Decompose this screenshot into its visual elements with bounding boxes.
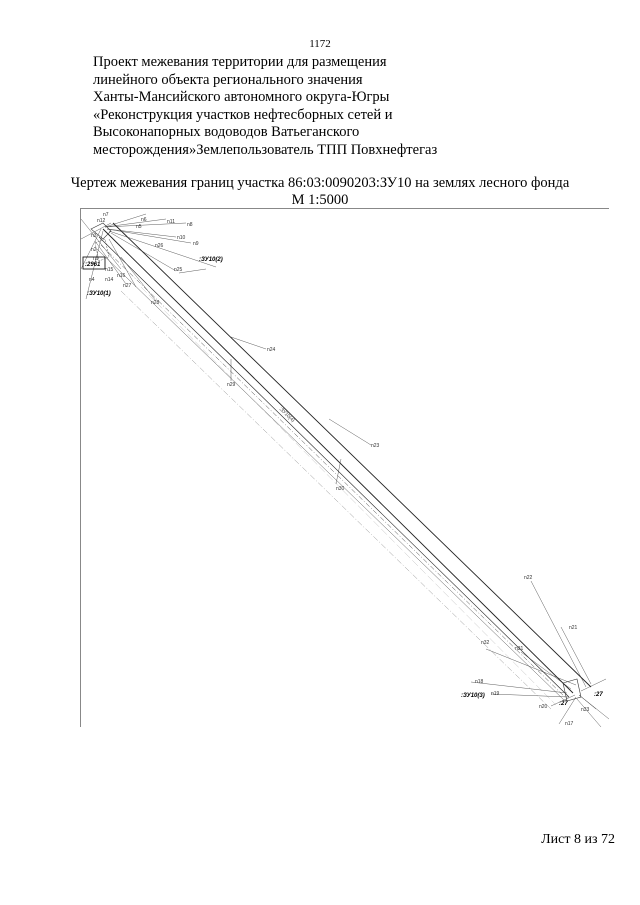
map-label: n31 <box>515 646 524 652</box>
project-title-line: «Реконструкция участков нефтесборных сетей и <box>93 106 393 123</box>
map-label: n11 <box>167 219 175 225</box>
corridor-strip <box>97 223 591 701</box>
map-label: n20 <box>539 704 548 710</box>
project-title-line: Ханты-Мансийского автономного округа-Югры <box>93 89 390 105</box>
project-title <box>93 54 437 159</box>
parcel-label: :27 <box>559 701 568 707</box>
map-label: n32 <box>481 640 490 646</box>
drawing-scale: М 1:5000 <box>291 192 349 208</box>
parcel-label: :ЗУ10(3) <box>461 693 485 699</box>
map-label: n23 <box>371 443 380 449</box>
map-label: n18 <box>475 679 484 685</box>
map-label: n9 <box>193 241 199 247</box>
map-label: n10 <box>177 235 186 241</box>
map-label: n24 <box>267 347 276 353</box>
drawing-title <box>0 175 640 209</box>
map-label: n2 <box>91 247 97 253</box>
map-label: n16 <box>117 273 126 279</box>
boundary-map-drawing <box>81 209 609 727</box>
map-label: n14 <box>105 277 114 283</box>
map-label: n5 <box>136 224 142 230</box>
map-label: n27 <box>123 283 132 289</box>
map-label: n28 <box>151 300 160 306</box>
parcel-label: :2961 <box>85 262 101 268</box>
map-label: n12 <box>97 218 106 224</box>
parcel-label: :ЗУ10(4) <box>277 406 296 424</box>
parcel-label: :27 <box>594 692 603 698</box>
boundary-map <box>80 208 609 727</box>
map-label: n1 <box>93 256 99 262</box>
leader-lines <box>179 269 371 484</box>
map-label: n17 <box>565 721 574 727</box>
project-title-line: Проект межевания территории для размещения <box>93 54 387 70</box>
parcel-label: :ЗУ10(1) <box>87 291 111 297</box>
map-label: n19 <box>491 691 500 697</box>
map-label: n3 <box>91 233 97 239</box>
map-label: n26 <box>155 243 164 249</box>
sheet-number: Лист 8 из 72 <box>541 832 615 847</box>
project-title-line: линейного объекта регионального значения <box>93 71 363 88</box>
parcel-label: :ЗУ10(2) <box>199 257 223 263</box>
map-label: n29 <box>227 382 236 388</box>
project-title-line: месторождения»Землепользователь ТПП Повхнефтегаз <box>93 141 438 158</box>
map-label: n7 <box>103 212 109 218</box>
map-label: n22 <box>524 575 533 581</box>
map-label: n8 <box>187 222 193 228</box>
map-label: n21 <box>569 625 578 631</box>
map-label: n33 <box>581 707 590 713</box>
map-label: n30 <box>336 486 345 492</box>
page-number: 1172 <box>309 38 331 50</box>
map-label: n6 <box>141 217 147 223</box>
project-title-line: Высоконапорных водоводов Ватьеганского <box>93 124 360 140</box>
map-label: n4 <box>89 277 95 283</box>
drawing-title-text: Чертеж межевания границ участка 86:03:0090203:ЗУ10 на землях лесного фонда <box>70 175 570 191</box>
map-label: n25 <box>174 267 183 273</box>
pipeline-axis <box>101 245 567 709</box>
map-label: n15 <box>105 267 114 273</box>
